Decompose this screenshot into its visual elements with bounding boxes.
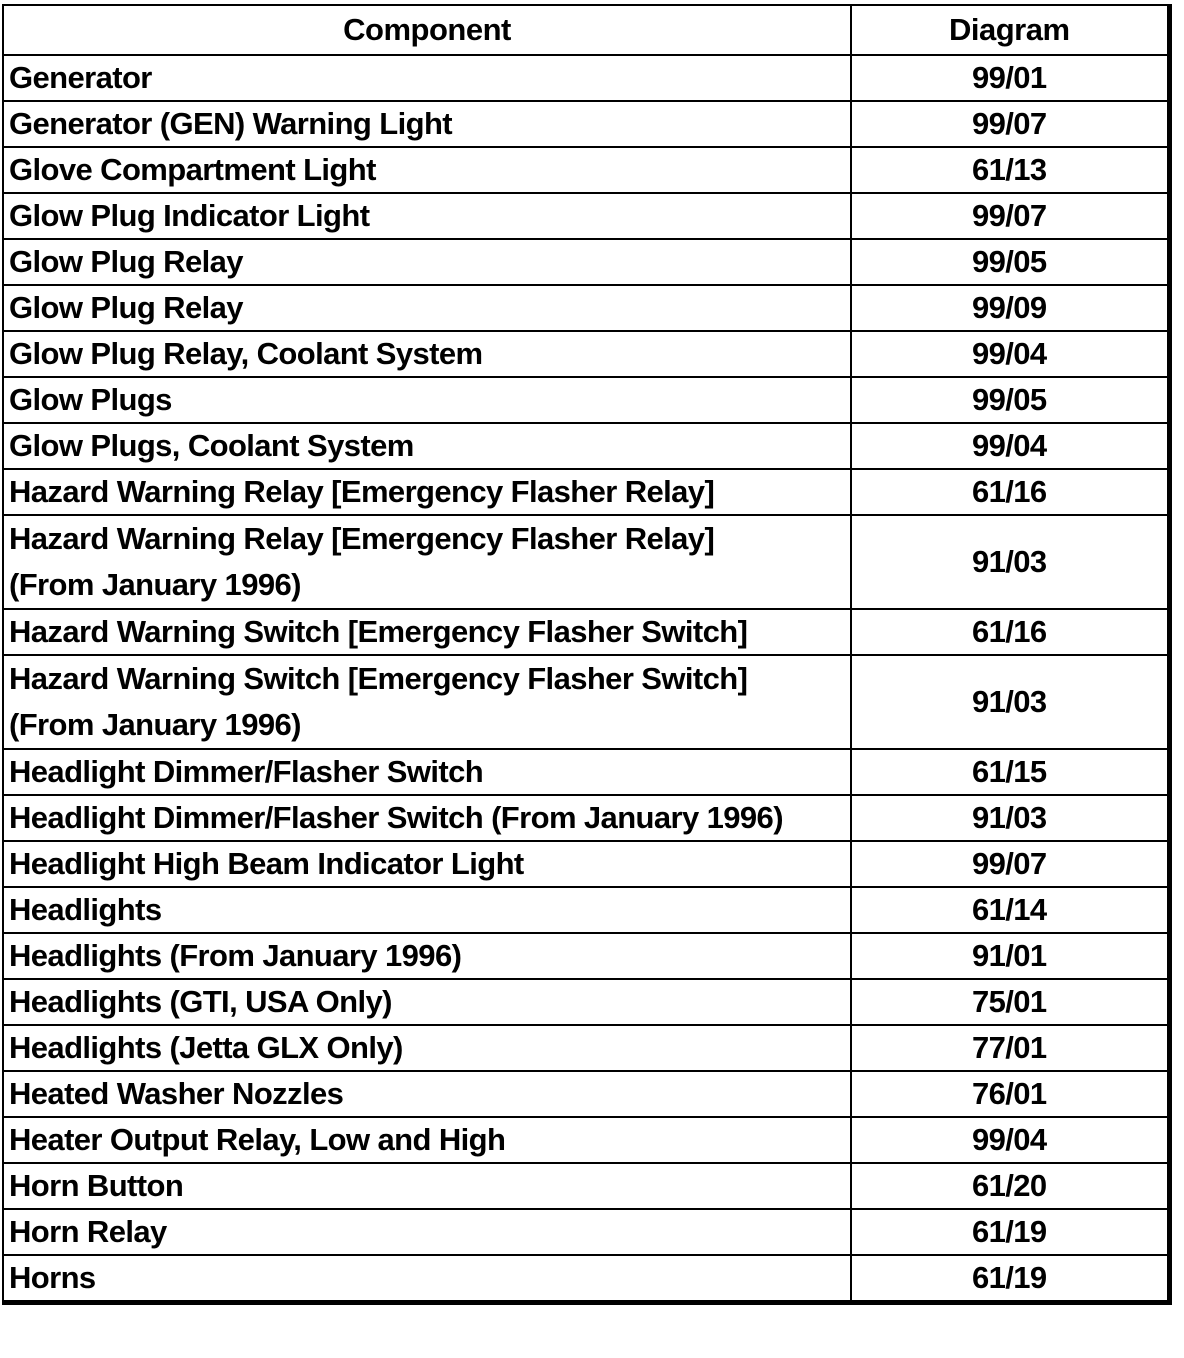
component-line-2: (From January 1996) — [9, 707, 301, 742]
table-row — [3, 515, 1169, 609]
component-cell: Generator (GEN) Warning Light — [3, 101, 851, 147]
table-row — [3, 147, 1169, 193]
diagram-cell: 91/03 — [851, 655, 1169, 749]
component-cell: Generator — [3, 55, 851, 101]
diagram-cell: 99/04 — [851, 331, 1169, 377]
component-cell: Glow Plug Indicator Light — [3, 193, 851, 239]
diagram-cell: 61/20 — [851, 1163, 1169, 1209]
diagram-cell: 99/01 — [851, 55, 1169, 101]
diagram-cell: 61/14 — [851, 887, 1169, 933]
column-header-component: Component — [3, 5, 851, 55]
table-row — [3, 1025, 1169, 1071]
component-cell: Heated Washer Nozzles — [3, 1071, 851, 1117]
column-header-diagram: Diagram — [851, 5, 1169, 55]
component-diagram-table — [2, 4, 1172, 1305]
table-row — [3, 1117, 1169, 1163]
table-row — [3, 193, 1169, 239]
component-cell: Horn Relay — [3, 1209, 851, 1255]
component-cell: Heater Output Relay, Low and High — [3, 1117, 851, 1163]
component-cell: Headlight Dimmer/Flasher Switch (From January 1996) — [3, 795, 851, 841]
diagram-cell: 61/16 — [851, 469, 1169, 515]
diagram-cell: 61/13 — [851, 147, 1169, 193]
component-cell — [3, 655, 851, 749]
diagram-cell: 99/04 — [851, 1117, 1169, 1163]
table-row — [3, 979, 1169, 1025]
component-cell: Horns — [3, 1255, 851, 1303]
component-cell: Headlights (From January 1996) — [3, 933, 851, 979]
diagram-cell: 99/04 — [851, 423, 1169, 469]
table-row — [3, 101, 1169, 147]
diagram-cell: 61/19 — [851, 1209, 1169, 1255]
component-cell: Headlight High Beam Indicator Light — [3, 841, 851, 887]
diagram-cell: 61/19 — [851, 1255, 1169, 1303]
component-cell: Glow Plugs — [3, 377, 851, 423]
component-cell: Glove Compartment Light — [3, 147, 851, 193]
table-row — [3, 841, 1169, 887]
component-cell: Glow Plug Relay — [3, 239, 851, 285]
diagram-cell: 99/09 — [851, 285, 1169, 331]
diagram-cell: 91/03 — [851, 795, 1169, 841]
diagram-cell: 99/07 — [851, 193, 1169, 239]
table-row — [3, 795, 1169, 841]
diagram-cell: 75/01 — [851, 979, 1169, 1025]
table-row — [3, 285, 1169, 331]
table-row — [3, 55, 1169, 101]
diagram-cell: 99/05 — [851, 239, 1169, 285]
table-row — [3, 749, 1169, 795]
component-cell: Headlights (Jetta GLX Only) — [3, 1025, 851, 1071]
table-row — [3, 1071, 1169, 1117]
diagram-cell: 61/16 — [851, 609, 1169, 655]
diagram-cell: 99/05 — [851, 377, 1169, 423]
diagram-cell: 77/01 — [851, 1025, 1169, 1071]
component-cell: Headlights (GTI, USA Only) — [3, 979, 851, 1025]
table-row — [3, 377, 1169, 423]
component-cell: Hazard Warning Relay [Emergency Flasher Relay] — [3, 469, 851, 515]
diagram-cell: 99/07 — [851, 841, 1169, 887]
diagram-cell: 91/01 — [851, 933, 1169, 979]
component-line-2: (From January 1996) — [9, 567, 301, 602]
diagram-cell: 61/15 — [851, 749, 1169, 795]
diagram-cell: 76/01 — [851, 1071, 1169, 1117]
table-row — [3, 655, 1169, 749]
component-cell: Glow Plug Relay — [3, 285, 851, 331]
table-row — [3, 239, 1169, 285]
table-row — [3, 609, 1169, 655]
table-row — [3, 331, 1169, 377]
component-cell: Headlight Dimmer/Flasher Switch — [3, 749, 851, 795]
table-row — [3, 933, 1169, 979]
table-row — [3, 1255, 1169, 1303]
table-header-row — [3, 5, 1169, 55]
component-cell: Glow Plugs, Coolant System — [3, 423, 851, 469]
table-row — [3, 423, 1169, 469]
component-line: Hazard Warning Relay [Emergency Flasher Relay] — [9, 521, 715, 556]
table-row — [3, 469, 1169, 515]
component-line: Hazard Warning Switch [Emergency Flasher Switch] — [9, 661, 748, 696]
diagram-cell: 99/07 — [851, 101, 1169, 147]
component-cell: Hazard Warning Switch [Emergency Flasher Switch] — [3, 609, 851, 655]
table-row — [3, 1163, 1169, 1209]
component-cell: Horn Button — [3, 1163, 851, 1209]
diagram-cell: 91/03 — [851, 515, 1169, 609]
component-cell: Headlights — [3, 887, 851, 933]
component-cell: Glow Plug Relay, Coolant System — [3, 331, 851, 377]
table-row — [3, 1209, 1169, 1255]
component-cell — [3, 515, 851, 609]
table-row — [3, 887, 1169, 933]
